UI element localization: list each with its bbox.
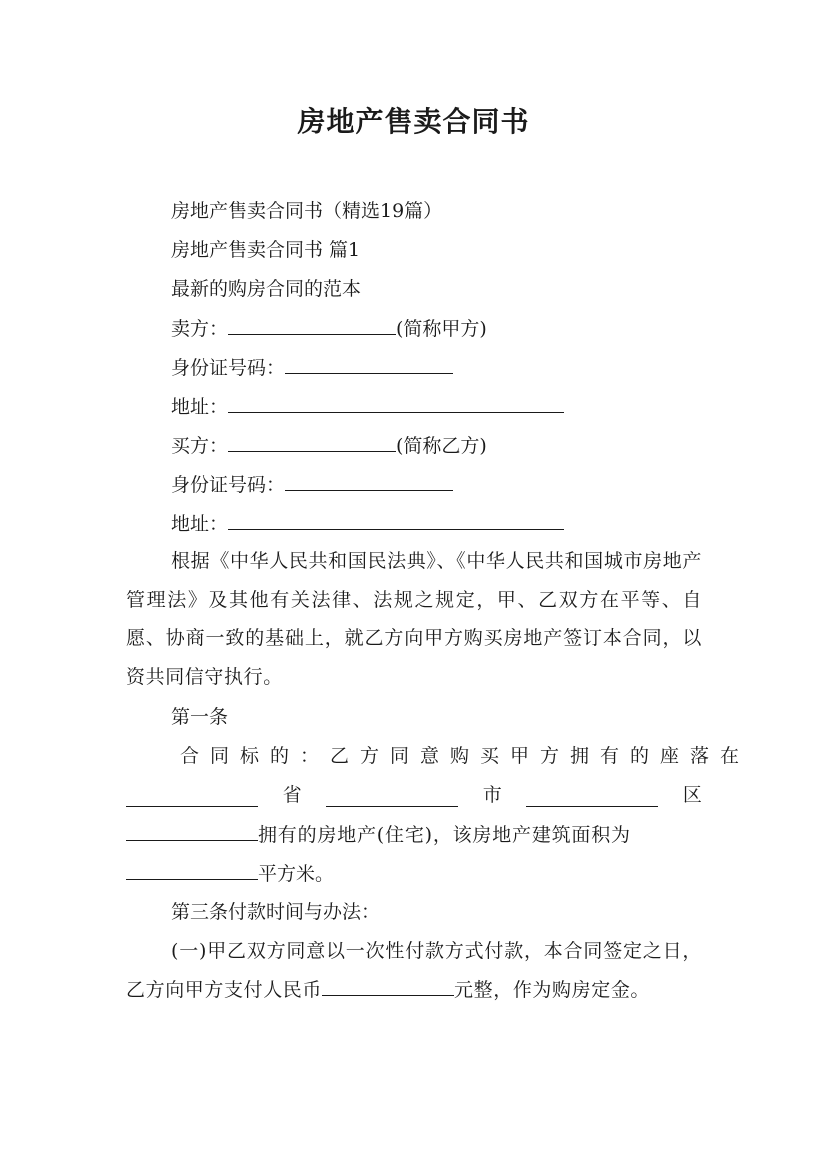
area-line [126,861,334,886]
seller-id-label: 身份证号码： [171,357,286,379]
district-blank [126,822,258,841]
article1-lead-text: 合同标的：乙方同意购买甲方拥有的座落在 [180,745,751,767]
article3-heading: 第三条付款时间与办法： [171,901,381,923]
seller-line [171,316,487,341]
buyer-name-blank [228,433,396,452]
district-field-blank [526,788,658,807]
buyer-label: 买方： [171,435,229,457]
document-title: 房地产售卖合同书 [297,105,530,138]
article1-lead [180,744,750,768]
location-row [126,783,702,807]
seller-id-blank [285,355,453,374]
property-text: 拥有的房地产(住宅)，该房地产建筑面积为 [258,824,631,846]
district-unit: 区 [682,784,702,806]
seller-address-line [171,394,564,419]
payment-text-2: 元整，作为购房定金。 [454,978,651,1001]
property-line [126,822,631,847]
payment-paragraph [126,932,702,1009]
buyer-id-blank [285,472,453,491]
buyer-id-label: 身份证号码： [171,474,286,496]
seller-name-blank [228,316,396,335]
buyer-address-line [171,511,564,536]
seller-address-label: 地址： [171,396,229,418]
basis-paragraph [126,542,702,696]
buyer-line [171,433,487,458]
area-blank [126,861,258,880]
city-unit: 市 [482,784,502,806]
section-heading: 房地产售卖合同书 篇1 [171,239,361,261]
buyer-address-blank [228,511,564,530]
basis-paragraph-text: 根据《中华人民共和国民法典》、《中华人民共和国城市房地产管理法》及其他有关法律、法规之规定，甲、乙双方在平等、自愿、协商一致的基础上，就乙方向甲方购买房地产签订本合同，以资共同信守执行。 [126,550,702,688]
buyer-suffix: (简称乙方) [396,435,487,457]
city-blank [326,788,458,807]
seller-label: 卖方： [171,318,229,340]
province-blank [126,788,258,807]
seller-address-blank [228,394,564,413]
seller-suffix: (简称甲方) [396,318,487,340]
subtitle: 房地产售卖合同书（精选19篇） [171,200,443,222]
province-unit: 省 [282,784,302,806]
article1-heading: 第一条 [171,706,229,728]
payment-text-1: (一)甲乙双方同意以一次性付款方式付款，本合同签定之日，乙方向甲方支付人民币 [126,940,702,1001]
intro-line: 最新的购房合同的范本 [171,278,362,300]
payment-amount-blank [322,977,454,996]
area-unit: 平方米。 [258,863,335,885]
buyer-address-label: 地址： [171,513,229,535]
buyer-id-line [171,472,453,497]
seller-id-line [171,355,453,380]
